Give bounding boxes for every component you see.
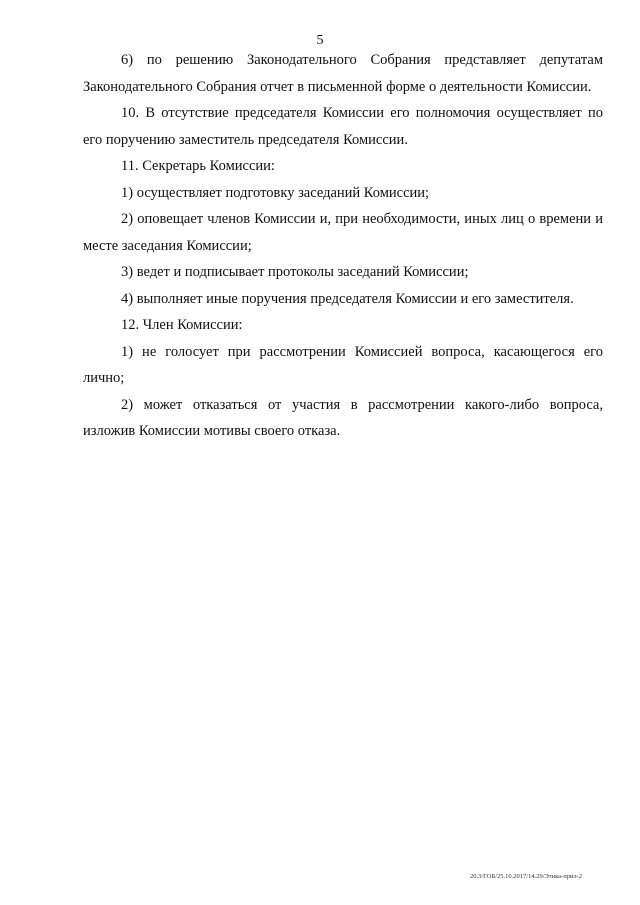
paragraph-clause-11-item-4: 4) выполняет иные поручения председателя Комиссии и его заместителя. bbox=[121, 290, 574, 307]
footer-document-code: 20.3/ГОБ/25.10.2017/14.29/Этика-прил-2 bbox=[470, 873, 583, 880]
paragraph-item-6: 6) по решению Законодательного Собрания представляет депутатам Законодательного Собрания отчет в письменной форме о деятельности Комиссии. bbox=[83, 52, 603, 95]
page-number: 5 bbox=[316, 33, 324, 48]
paragraph-clause-11-item-3: 3) ведет и подписывает протоколы заседаний Комиссии; bbox=[121, 264, 469, 280]
paragraph-clause-12-heading: 12. Член Комиссии: bbox=[121, 317, 243, 333]
paragraph-clause-11-item-1: 1) осуществляет подготовку заседаний Комиссии; bbox=[121, 184, 430, 201]
paragraph-clause-12-item-2: 2) может отказаться от участия в рассмотрении какого-либо вопроса, изложив Комиссии мотивы своего отказа. bbox=[83, 396, 603, 439]
paragraph-clause-10: 10. В отсутствие председателя Комиссии его полномочия осуществляет по его поручению заместитель председателя Комиссии. bbox=[83, 105, 603, 148]
paragraph-clause-12-item-1: 1) не голосует при рассмотрении Комиссией вопроса, касающегося его лично; bbox=[83, 343, 603, 386]
paragraph-clause-11-item-2: 2) оповещает членов Комиссии и, при необходимости, иных лиц о времени и месте заседания Комиссии; bbox=[83, 211, 603, 254]
paragraph-clause-11-heading: 11. Секретарь Комиссии: bbox=[121, 158, 275, 174]
document-body bbox=[83, 47, 603, 445]
